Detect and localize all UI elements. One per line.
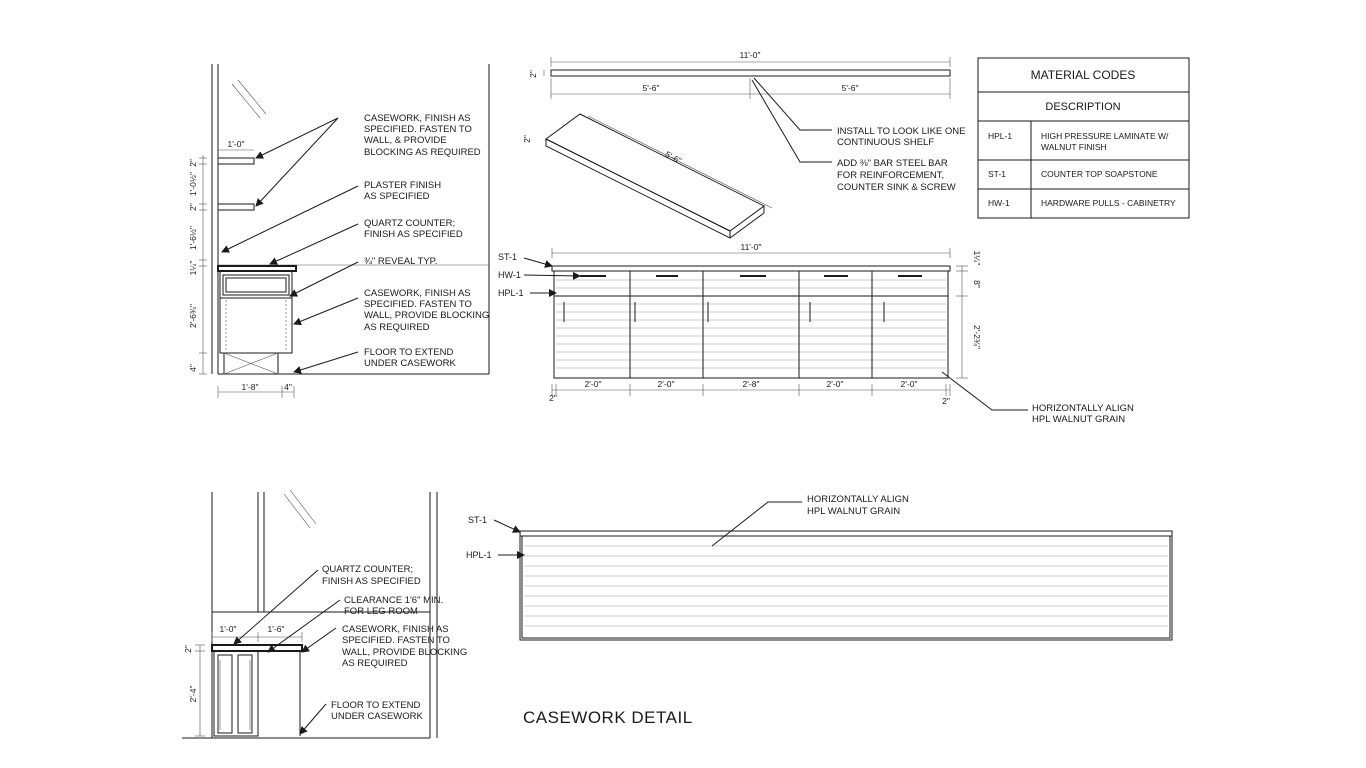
dim-shelf-half-left: 5'-6" [642,83,660,93]
note-floor-2: UNDER CASEWORK [364,358,456,369]
dim-elev-door: 2'-2¾" [972,324,982,350]
note-casework-2: SPECIFIED. FASTEN TO [364,124,472,135]
dim2-leg-room: 1'-6" [267,624,285,634]
dim-toe-depth: 4" [284,382,292,392]
note2-clear-2: FOR LEG ROOM [344,606,418,617]
note2-floor-2: UNDER CASEWORK [331,711,423,722]
section-leg-room [182,490,467,738]
drawing-title: CASEWORK DETAIL [523,708,693,727]
dim2-height: 2'-4" [188,685,198,703]
note-steel-bar-3: COUNTER SINK & SCREW [837,182,956,193]
note-steel-bar-2: FOR REINFORCEMENT, [837,170,945,181]
tag2-hpl1: HPL-1 [466,550,492,560]
dim2-cab-depth: 1'-0" [219,624,237,634]
table-code-hpl1: HPL-1 [988,131,1013,141]
dim-gap-b: 1'-6½" [188,225,198,251]
table-desc-hw1: HARDWARE PULLS - CABINETRY [1041,198,1176,208]
note2-casework-4: AS REQUIRED [342,658,408,669]
panel-elevation [466,494,1172,640]
dim-depth: 1'-8" [241,382,259,392]
table-heading: MATERIAL CODES [1030,68,1136,82]
note-floor-1: FLOOR TO EXTEND [364,347,454,358]
dim2-counter: 2" [183,645,193,653]
tag-hpl1: HPL-1 [498,288,524,298]
table-desc-st1: COUNTER TOP SOAPSTONE [1041,169,1158,179]
note-elev2-align-2: HPL WALNUT GRAIN [807,506,901,517]
note-casework2-4: AS REQUIRED [364,322,430,333]
table-desc-hpl1-line2: WALNUT FINISH [1041,142,1107,152]
note2-quartz-1: QUARTZ COUNTER; [322,564,414,575]
note-quartz-1: QUARTZ COUNTER; [364,218,456,229]
tag2-st1: ST-1 [468,515,488,525]
tag-st1: ST-1 [498,252,518,262]
note-elev2-align-1: HORIZONTALLY ALIGN [807,494,909,505]
note-casework-3: WALL, & PROVIDE [364,135,447,146]
dim-toe: 4" [188,364,198,372]
note-casework2-1: CASEWORK, FINISH AS [364,288,471,299]
dim-bay-3: 2'-8" [742,379,760,389]
table-subheading: DESCRIPTION [1045,101,1121,113]
dim-bay-5: 2'-0" [900,379,918,389]
note-plaster-1: PLASTER FINISH [364,180,442,191]
note-elev1-align-1: HORIZONTALLY ALIGN [1032,403,1134,414]
dim-cab-height: 2'-6¾" [188,303,198,329]
dim-elev-overall: 11'-0" [740,242,762,252]
note-elev1-align-2: HPL WALNUT GRAIN [1032,414,1126,425]
dim-shelf-thickness: 2" [528,70,538,78]
dim-iso-thk: 2" [522,135,532,143]
dim-shelf-thk-a: 2" [188,159,198,167]
dim-gap-a: 1'-0½" [188,171,198,197]
dim-iso-length: 5'-6" [663,149,684,166]
shelf-details [522,50,965,238]
note-casework-4: BLOCKING AS REQUIRED [364,147,481,158]
note-casework2-2: SPECIFIED. FASTEN TO [364,299,472,310]
table-code-st1: ST-1 [988,169,1006,179]
note-shelf-continuous-1: INSTALL TO LOOK LIKE ONE [837,126,966,137]
note2-clear-1: CLEARANCE 1'6" MIN. [344,595,444,606]
section-wall-shelves [188,64,489,398]
table-code-hw1: HW-1 [988,198,1010,208]
dim-counter-thk: 1¼" [188,260,198,276]
cabinet-elevation [498,242,1134,425]
table-desc-hpl1-line1: HIGH PRESSURE LAMINATE W/ [1041,131,1169,141]
note2-casework-3: WALL, PROVIDE BLOCKING [342,647,468,658]
note-steel-bar-1: ADD ⅜" BAR STEEL BAR [837,158,948,169]
material-codes-table [978,58,1189,218]
dim-bay-4: 2'-0" [826,379,844,389]
dim-elev-top: 1¼" [972,250,982,266]
dim-bay-1: 2'-0" [584,379,602,389]
tag-hw1: HW-1 [498,270,521,280]
note2-floor-1: FLOOR TO EXTEND [331,700,421,711]
note-casework-1: CASEWORK, FINISH AS [364,113,471,124]
dim-shelf-depth: 1'-0" [227,139,245,149]
dim-end-right: 2" [942,396,950,406]
note-reveal: ¾" REVEAL TYP. [364,256,438,267]
dim-shelf-thk-b: 2" [188,203,198,211]
dim-shelf-overall: 11'-0" [739,50,761,60]
note2-casework-1: CASEWORK, FINISH AS [342,624,449,635]
note-plaster-2: AS SPECIFIED [364,191,430,202]
dim-bay-2: 2'-0" [657,379,675,389]
note-casework2-3: WALL, PROVIDE BLOCKING [364,310,490,321]
note-quartz-2: FINISH AS SPECIFIED [364,229,463,240]
dim-elev-drawer: 8" [972,280,982,288]
note2-casework-2: SPECIFIED. FASTEN TO [342,635,450,646]
dim-shelf-half-right: 5'-6" [841,83,859,93]
dim-end-left: 2" [549,393,557,403]
note-shelf-continuous-2: CONTINUOUS SHELF [837,137,935,148]
note2-quartz-2: FINISH AS SPECIFIED [322,576,421,587]
